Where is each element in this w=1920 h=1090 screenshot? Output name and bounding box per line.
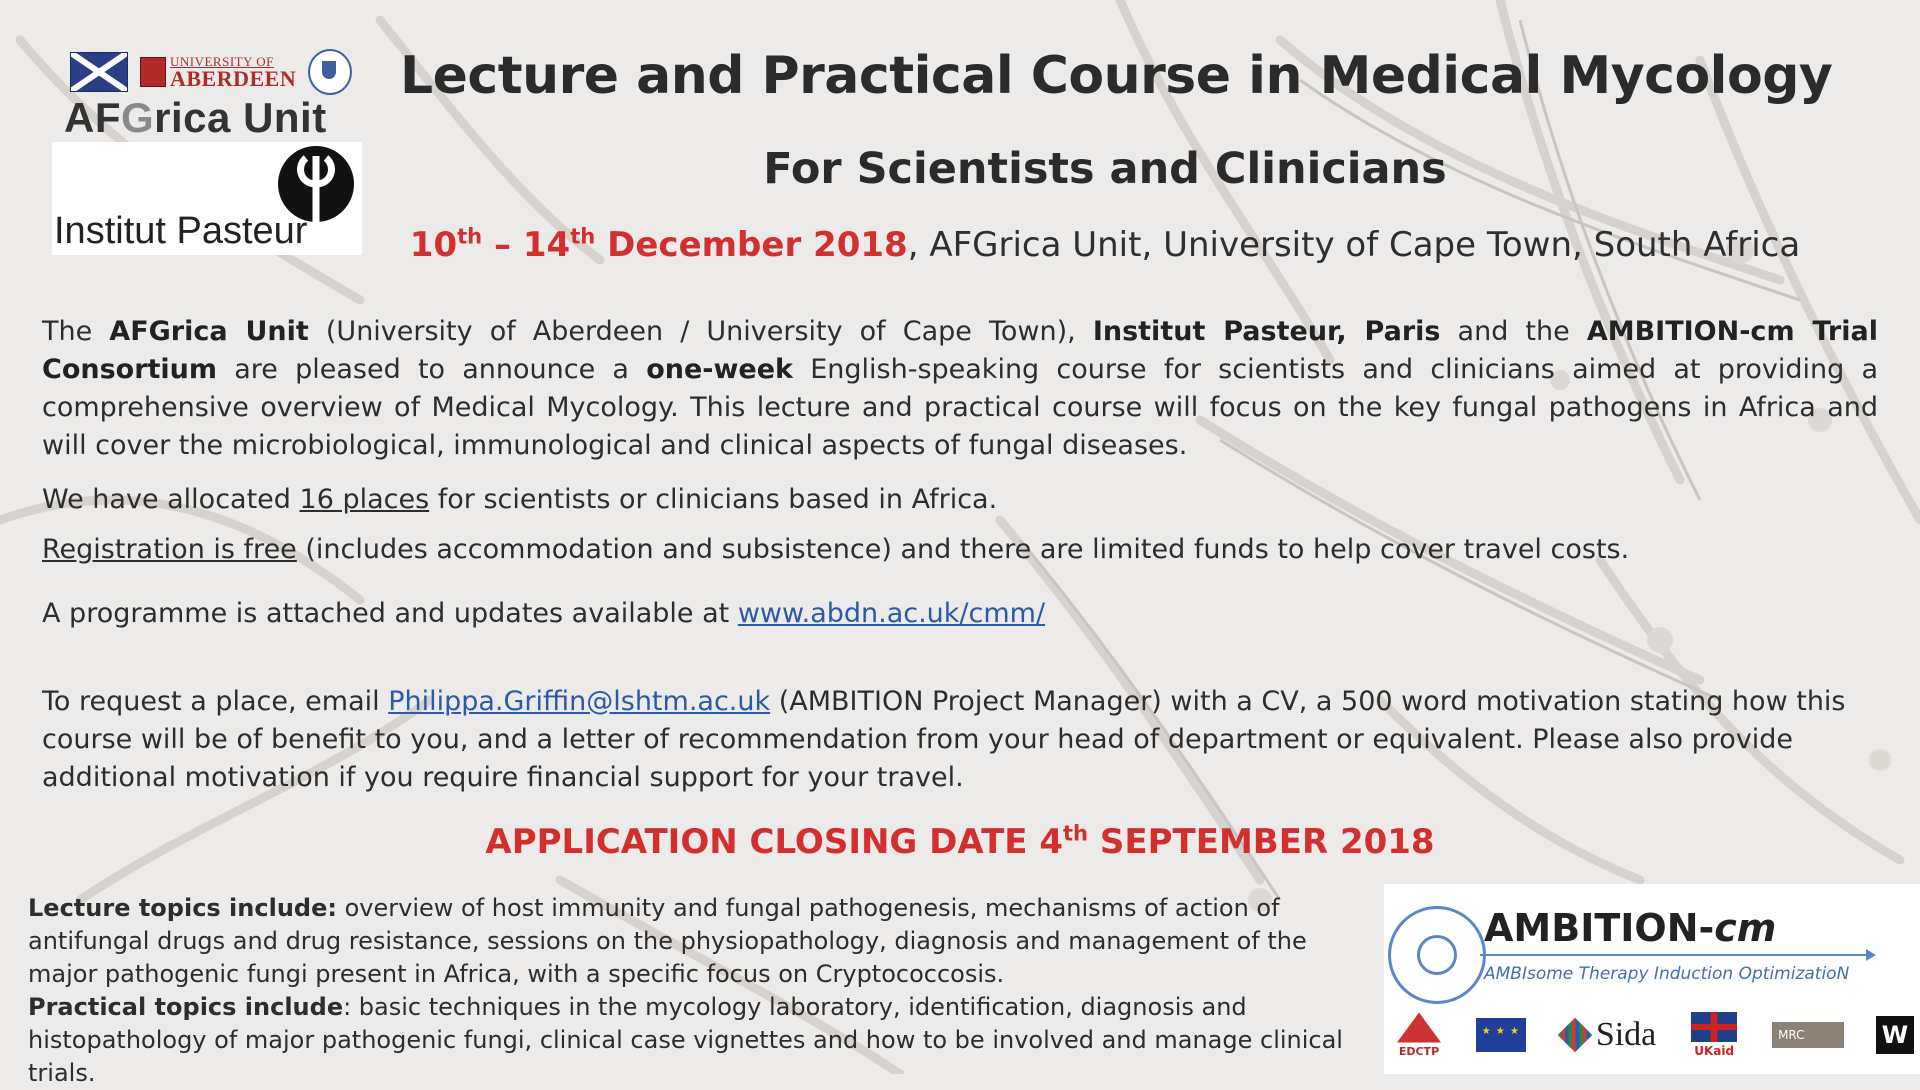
closing-date xyxy=(420,822,1500,862)
closing-date-text: APPLICATION CLOSING DATE 4 xyxy=(485,822,1063,862)
afgrica-rest-text: rica Unit xyxy=(154,94,327,141)
aberdeen-logo-small-text: UNIVERSITY OF xyxy=(170,53,274,69)
afgrica-unit-logo xyxy=(64,94,327,142)
ukaid-logo xyxy=(1688,1012,1740,1058)
sida-text: Sida xyxy=(1595,1016,1657,1053)
course-location: , AFGrica Unit, University of Cape Town, South Africa xyxy=(907,225,1801,265)
ambition-arrow-line xyxy=(1480,954,1870,956)
edctp-mark-icon xyxy=(1397,1013,1441,1043)
wellcome-logo: W xyxy=(1876,1016,1914,1054)
page-title: Lecture and Practical Course in Medical Mycology xyxy=(400,46,1833,106)
intro-text: and the xyxy=(1440,316,1587,347)
date-sup-1: th xyxy=(457,223,483,249)
mrc-logo: MRC xyxy=(1772,1022,1844,1048)
afgrica-g-text: G xyxy=(121,94,155,141)
intro-text: are pleased to announce a xyxy=(217,354,647,385)
practical-topics-text: : basic techniques in the mycology laboratory, identification, diagnosis and histopathology of major pathogenic fungi, clinical case vignettes and how to be involved and manage clinical trials. xyxy=(28,993,1343,1087)
request-text: To request a place, email xyxy=(42,686,389,717)
email-link[interactable]: Philippa.Griffin@lshtm.ac.uk xyxy=(388,686,771,717)
eu-flag-logo xyxy=(1476,1018,1526,1052)
pasteur-logo-text: Institut Pasteur xyxy=(54,210,308,252)
programme-text: A programme is attached and updates available at xyxy=(42,598,738,629)
programme-link[interactable]: www.abdn.ac.uk/cmm/ xyxy=(737,598,1046,629)
course-dates xyxy=(410,225,908,265)
intro-pasteur: Institut Pasteur, Paris xyxy=(1092,316,1441,347)
aberdeen-shield-icon xyxy=(140,57,166,87)
places-count: 16 places xyxy=(299,484,430,515)
places-paragraph xyxy=(42,481,1878,519)
lecture-topics-label: Lecture topics include: xyxy=(28,894,337,922)
intro-one-week: one-week xyxy=(646,354,793,385)
request-paragraph xyxy=(42,683,1878,797)
aberdeen-logo-text: ABERDEEN xyxy=(170,65,297,91)
ambition-cm-logo-box xyxy=(1384,884,1920,1074)
edctp-text: EDCTP xyxy=(1398,1044,1440,1058)
programme-paragraph xyxy=(42,595,1878,633)
places-text: for scientists or clinicians based in Africa. xyxy=(429,484,998,515)
registration-paragraph xyxy=(42,531,1878,569)
places-text: We have allocated xyxy=(42,484,300,515)
intro-ambition: AMBITION-cm Trial Consortium xyxy=(42,316,1878,385)
funder-logos-row xyxy=(1394,1002,1914,1068)
date-start: 10 xyxy=(409,225,458,265)
practical-topics-label: Practical topics include xyxy=(28,993,344,1021)
sida-logo xyxy=(1558,1016,1656,1054)
sida-mark-icon xyxy=(1558,1018,1593,1053)
top-logo-row xyxy=(70,50,352,94)
uct-crest-icon xyxy=(308,49,352,95)
request-text: (AMBITION Project Manager) with a CV, a 500 word motivation stating how this course will be of benefit to you, and a letter of recommendation from your head of department or equivalent. Please also provide additional motivation if you require financial support for your travel. xyxy=(42,686,1846,793)
registration-text: (includes accommodation and subsistence) and there are limited funds to help cover travel costs. xyxy=(296,534,1630,565)
institut-pasteur-logo xyxy=(52,142,362,255)
ambition-subtitle: AMBIsome Therapy Induction OptimizatioN xyxy=(1484,964,1850,984)
intro-text: English-speaking course for scientists and clinicians aimed at providing a comprehensive overview of Medical Mycology. This lecture and practical course will focus on the key fungal pathogens in Africa and will cover the microbiological, immunological and clinical aspects of fungal diseases. xyxy=(42,354,1878,461)
course-dates-location xyxy=(400,225,1810,265)
aberdeen-logo xyxy=(140,55,296,90)
date-month-year: December 2018 xyxy=(595,225,908,265)
registration-free-text: Registration is free xyxy=(42,534,297,565)
ambition-circle-icon xyxy=(1388,906,1486,1004)
ukaid-text: UKaid xyxy=(1694,1044,1735,1058)
page-subtitle: For Scientists and Clinicians xyxy=(763,144,1447,194)
intro-afgrica: AFGrica Unit xyxy=(109,316,309,347)
date-sup-2: th xyxy=(570,223,596,249)
intro-text: (University of Aberdeen / University of Cape Town), xyxy=(308,316,1093,347)
intro-paragraph xyxy=(42,313,1878,465)
ambition-title xyxy=(1484,906,1776,950)
date-end-day: – 14 xyxy=(482,225,571,265)
lecture-topics-text: overview of host immunity and fungal pathogenesis, mechanisms of action of antifungal drugs and drug resistance, sessions on the physiopathology, diagnosis and management of the major pathogenic fungi present in Africa, with a specific focus on Cryptococcosis. xyxy=(28,894,1307,988)
closing-date-sup: th xyxy=(1062,820,1089,846)
ambition-title-main: AMBITION- xyxy=(1484,906,1715,950)
partner-logo-block xyxy=(52,46,368,256)
topics-block xyxy=(28,892,1346,1090)
union-flag-icon xyxy=(1691,1012,1737,1042)
saltire-flag-logo xyxy=(70,52,128,92)
afgrica-af-text: AF xyxy=(64,94,121,141)
intro-text: The xyxy=(42,316,110,347)
edctp-logo xyxy=(1394,1013,1444,1058)
ambition-title-cm: cm xyxy=(1714,906,1777,950)
closing-date-rest: SEPTEMBER 2018 xyxy=(1088,822,1435,862)
